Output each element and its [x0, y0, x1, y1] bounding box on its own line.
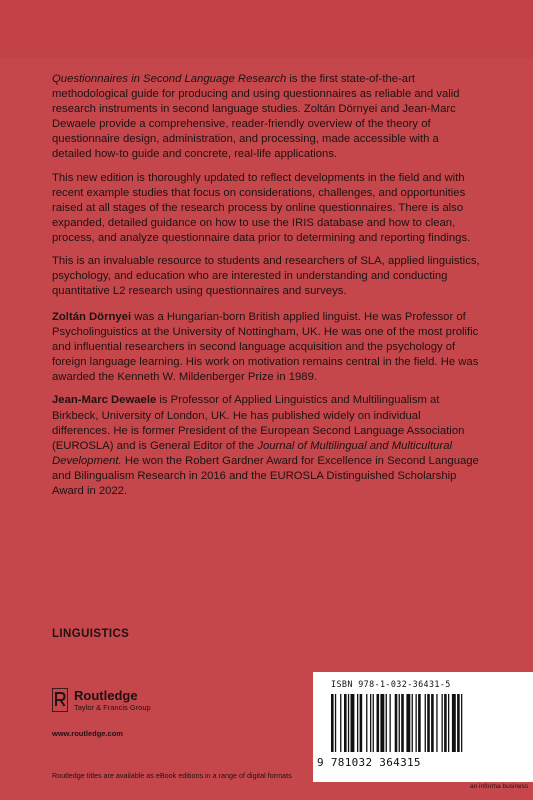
routledge-logo-icon [52, 688, 68, 712]
barcode-bar [406, 694, 410, 752]
book-title: Questionnaires in Second Language Research [52, 73, 287, 85]
barcode-bar [431, 694, 434, 752]
barcode-bar [412, 694, 413, 752]
barcode-bar [366, 694, 367, 752]
barcode-bar [335, 694, 336, 752]
subject-category: LINGUISTICS [52, 628, 130, 640]
book-description [52, 72, 480, 307]
description-paragraph-1 [52, 72, 480, 163]
barcode-bar [436, 694, 437, 752]
ebook-note: Routledge titles are available as eBook editions in a range of digital formats [52, 771, 292, 780]
barcode-bar [395, 694, 398, 752]
publisher-text [74, 689, 151, 713]
author-bio-text: is Professor of Applied Linguistics and Multilingualism at Birkbeck, University of London, UK. He has published widely on individual differences. He is former President of the European Second Language Association (EUROSLA) and is General Editor of the [52, 394, 465, 452]
author-bio-text: was a Hungarian-born British applied linguist. He was Professor of Psycholinguistics at the University of Nottingham, UK. He was one of the most prolific and influential researchers in second language acquisition and the psychology of foreign language learning. His work on motivation remains central in the field. He was awarded the Kenneth W. Mildenberger Prize in 1989. [52, 311, 479, 384]
barcode-bar [457, 694, 460, 752]
barcode-bar [377, 694, 380, 752]
journal-title: Journal of Multilingual and Multicultural Development. [52, 439, 452, 467]
barcode-bar [380, 694, 384, 752]
isbn-label: ISBN 978-1-032-36431-5 [331, 679, 451, 689]
publisher-logo [52, 688, 151, 713]
barcode-bar [370, 694, 371, 752]
barcode-bar [344, 694, 347, 752]
barcode-bar [351, 694, 355, 752]
author-bio-dewaele [52, 393, 480, 499]
barcode-bar [340, 694, 341, 752]
description-paragraph-2: This new edition is thoroughly updated to reflect developments in the field and with recent example studies that focus on considerations, challenges, and opportunities raised at all stages of the research process by online questionnaires. There is also expanded, detailed guidance on how to use the IRIS database and how to clean, process, and analyze questionnaire data prior to determining and reporting findings. [52, 171, 471, 244]
barcode-bar [416, 694, 417, 752]
informa-note: an informa business [470, 783, 529, 790]
barcode-bar [442, 694, 443, 752]
author-name: Jean-Marc Dewaele [52, 394, 157, 407]
barcode-bar [373, 694, 374, 752]
barcode-bar [418, 694, 421, 752]
barcode-bar [452, 694, 456, 752]
top-band [0, 0, 533, 58]
barcode-bar [357, 694, 358, 752]
barcode-bar [331, 694, 334, 752]
barcode-bar [348, 694, 349, 752]
barcode-bar [444, 694, 447, 752]
barcode-bar [399, 694, 400, 752]
description-paragraph-3: This is an invaluable resource to students and researchers of SLA, applied linguistics, psychology, and education who are interested in understanding and conducting quantitative L2 research using questionnaires and surveys. [52, 255, 480, 298]
barcode-bar [386, 694, 387, 752]
barcode-digits: 9 781032 364315 [317, 756, 421, 769]
publisher-group: Taylor & Francis Group [74, 703, 151, 712]
barcode-bar [401, 694, 404, 752]
author-bio-text: He won the Robert Gardner Award for Excellence in Second Language and Bilingualism Research in 2016 and the EUROSLA Distinguished Scholarship Award in 2022. [52, 454, 479, 498]
description-text-1: is the first state-of-the-art methodological guide for producing and using questionnaires as reliable and valid research instruments in second language studies. Zoltán Dörnyei and Jean-Marc Dewaele provide a comprehensive, reader-friendly overview of the theory of questionnaire design, administration, and processing, made accessible with a detailed how-to guide and concrete, real-life applications. [52, 73, 460, 161]
barcode-icon [331, 694, 521, 754]
barcode-bar [360, 694, 363, 752]
barcode-bar [427, 694, 430, 752]
barcode-bar [461, 694, 462, 752]
author-bio-dornyei [52, 310, 480, 385]
barcode-bar [390, 694, 391, 752]
barcode-bar [425, 694, 426, 752]
publisher-website[interactable]: www.routledge.com [52, 729, 123, 738]
publisher-name: Routledge [74, 688, 138, 703]
barcode-bar [448, 694, 449, 752]
author-name: Zoltán Dörnyei [52, 311, 132, 323]
author-bios [52, 310, 480, 507]
